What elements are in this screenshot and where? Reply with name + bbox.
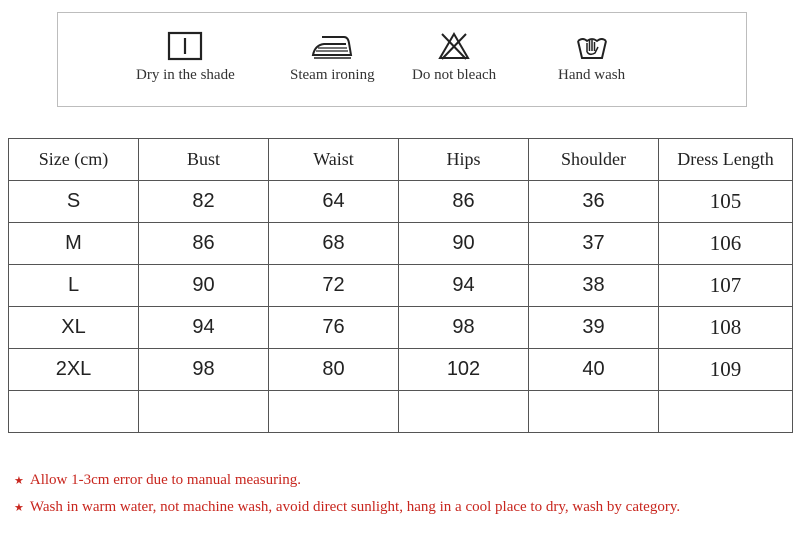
cell-empty: [659, 391, 793, 433]
cell-size: M: [9, 223, 139, 265]
cell-hips: 94: [399, 265, 529, 307]
cell-bust: 86: [139, 223, 269, 265]
cell-size: S: [9, 181, 139, 223]
care-label: Do not bleach: [412, 67, 497, 83]
cell-waist: 68: [269, 223, 399, 265]
cell-bust: 82: [139, 181, 269, 223]
care-item-do-not-bleach: [412, 31, 496, 84]
cell-dress-length: 109: [659, 349, 793, 391]
cell-hips: 90: [399, 223, 529, 265]
cell-size: L: [9, 265, 139, 307]
cell-empty: [9, 391, 139, 433]
cell-shoulder: 38: [529, 265, 659, 307]
table-header-row: [9, 139, 793, 181]
cell-waist: 80: [269, 349, 399, 391]
dry-in-shade-icon: [167, 31, 203, 61]
cell-hips: 98: [399, 307, 529, 349]
header-hips: Hips: [399, 139, 529, 181]
cell-dress-length: 107: [659, 265, 793, 307]
care-item-hand-wash: [558, 31, 625, 84]
table-row: [9, 181, 793, 223]
cell-hips: 102: [399, 349, 529, 391]
table-row-empty: [9, 391, 793, 433]
cell-empty: [139, 391, 269, 433]
table-row: [9, 223, 793, 265]
cell-shoulder: 36: [529, 181, 659, 223]
cell-dress-length: 106: [659, 223, 793, 265]
table-row: [9, 265, 793, 307]
note-text: Wash in warm water, not machine wash, avoid direct sunlight, hang in a cool place to dry, wash by category.: [29, 499, 681, 515]
note-washing: [14, 499, 680, 516]
size-chart-table: [8, 138, 793, 433]
do-not-bleach-icon: [437, 31, 471, 61]
star-icon: ★: [14, 502, 24, 514]
cell-waist: 72: [269, 265, 399, 307]
care-instructions-panel: [57, 12, 747, 107]
cell-shoulder: 39: [529, 307, 659, 349]
cell-bust: 94: [139, 307, 269, 349]
care-label: Steam ironing: [290, 67, 375, 83]
cell-empty: [529, 391, 659, 433]
star-icon: ★: [14, 475, 24, 487]
cell-empty: [269, 391, 399, 433]
header-size: Size (cm): [9, 139, 139, 181]
header-dress-length: Dress Length: [659, 139, 793, 181]
care-label: Dry in the shade: [136, 67, 235, 83]
cell-dress-length: 108: [659, 307, 793, 349]
cell-size: 2XL: [9, 349, 139, 391]
table-row: [9, 307, 793, 349]
cell-shoulder: 40: [529, 349, 659, 391]
note-measuring-error: [14, 472, 301, 489]
header-bust: Bust: [139, 139, 269, 181]
care-item-steam-ironing: [290, 31, 375, 84]
hand-wash-icon: [575, 31, 609, 61]
header-shoulder: Shoulder: [529, 139, 659, 181]
cell-empty: [399, 391, 529, 433]
note-text: Allow 1-3cm error due to manual measuring.: [29, 472, 302, 488]
cell-bust: 98: [139, 349, 269, 391]
cell-hips: 86: [399, 181, 529, 223]
cell-size: XL: [9, 307, 139, 349]
steam-iron-icon: [310, 31, 354, 61]
table-row: [9, 349, 793, 391]
cell-waist: 76: [269, 307, 399, 349]
care-label: Hand wash: [558, 67, 626, 83]
cell-dress-length: 105: [659, 181, 793, 223]
cell-shoulder: 37: [529, 223, 659, 265]
care-item-dry-in-shade: [136, 31, 235, 84]
cell-bust: 90: [139, 265, 269, 307]
cell-waist: 64: [269, 181, 399, 223]
header-waist: Waist: [269, 139, 399, 181]
